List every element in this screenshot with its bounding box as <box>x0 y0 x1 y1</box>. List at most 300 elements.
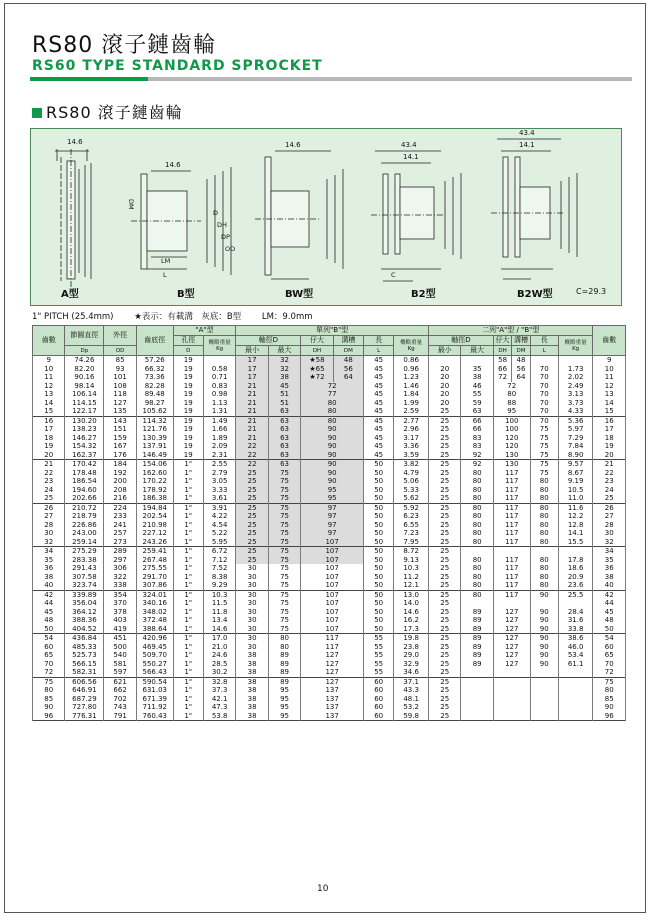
table-cell: 18 <box>33 434 65 443</box>
table-cell: 127 <box>301 660 364 669</box>
table-cell: 25 <box>428 564 460 573</box>
table-cell: 127 <box>301 651 364 660</box>
table-cell: 6.23 <box>394 512 429 521</box>
table-cell: 291.70 <box>136 573 173 582</box>
table-cell: 75 <box>530 425 558 434</box>
table-cell: 120 <box>493 442 530 451</box>
table-cell: 80 <box>301 399 364 408</box>
table-row <box>33 416 626 425</box>
sym-od: OD <box>104 346 136 356</box>
table-cell: 45 <box>364 416 394 425</box>
table-cell-teeth-right: 16 <box>593 416 626 425</box>
table-cell: 1" <box>173 547 203 556</box>
table-cell: 75 <box>268 616 300 625</box>
mark-note: ★表示：有載溝 灰底：B型 <box>134 312 242 322</box>
table-cell: 135 <box>104 407 136 416</box>
table-cell <box>530 547 558 556</box>
table-cell: 82.20 <box>65 365 104 374</box>
c-dimension-note: C=29.3 <box>576 287 607 296</box>
table-cell: 38 <box>33 573 65 582</box>
table-cell-teeth-right: 72 <box>593 668 626 677</box>
table-cell: 63 <box>268 416 300 425</box>
table-cell: 11.5 <box>203 599 235 608</box>
table-cell: 95 <box>493 407 530 416</box>
table-cell: 25 <box>428 538 460 547</box>
table-cell: 14.6 <box>203 625 235 634</box>
page-title: RS80 滾子鏈齒輪 <box>32 33 217 58</box>
table-cell: 25 <box>428 407 460 416</box>
table-cell: 3.61 <box>203 494 235 503</box>
table-cell: 25 <box>428 416 460 425</box>
table-cell: 1" <box>173 616 203 625</box>
table-cell: 38 <box>236 712 268 721</box>
table-cell: 226.86 <box>65 521 104 530</box>
table-cell: 80 <box>301 416 364 425</box>
table-cell <box>530 686 558 695</box>
table-cell: 8.38 <box>203 573 235 582</box>
table-row <box>33 460 626 469</box>
table-cell: 58 <box>493 356 511 365</box>
table-cell: 19 <box>173 407 203 416</box>
table-cell: 80 <box>530 529 558 538</box>
table-cell: 80 <box>268 643 300 652</box>
table-cell: 20.9 <box>558 573 593 582</box>
table-cell: 7.52 <box>203 564 235 573</box>
table-cell: 5.92 <box>394 503 429 512</box>
table-cell: 19 <box>173 442 203 451</box>
table-cell: 1" <box>173 503 203 512</box>
table-cell: 25 <box>428 469 460 478</box>
table-cell: 192 <box>104 469 136 478</box>
table-cell: 80 <box>530 477 558 486</box>
table-cell: 65 <box>33 651 65 660</box>
table-cell: 32 <box>268 365 300 374</box>
table-cell: 48 <box>512 356 530 365</box>
table-cell: 85 <box>104 356 136 365</box>
dim-letter-l: L <box>163 271 167 279</box>
table-cell: 1" <box>173 660 203 669</box>
table-cell: 45 <box>364 407 394 416</box>
table-cell: 485.33 <box>65 643 104 652</box>
table-cell: 2.96 <box>394 425 429 434</box>
table-cell-teeth-right: 12 <box>593 382 626 391</box>
table-cell: 48.1 <box>394 695 429 704</box>
table-cell: 80 <box>461 521 493 530</box>
table-cell: 45 <box>33 608 65 617</box>
table-cell: 75 <box>268 503 300 512</box>
table-cell: 80 <box>461 486 493 495</box>
table-cell: 54 <box>33 634 65 643</box>
table-cell: 194.60 <box>65 486 104 495</box>
table-cell: 45 <box>364 425 394 434</box>
table-cell: 3.36 <box>394 442 429 451</box>
table-cell: ★58 <box>301 356 333 365</box>
table-cell: 566.43 <box>136 668 173 677</box>
table-cell: 159 <box>104 434 136 443</box>
table-cell: 90 <box>301 451 364 460</box>
title-rule-accent <box>30 77 148 81</box>
table-cell <box>558 677 593 686</box>
table-cell: 53.4 <box>558 651 593 660</box>
table-cell: 50 <box>364 616 394 625</box>
table-cell: 25 <box>428 634 460 643</box>
table-cell: 80 <box>33 686 65 695</box>
table-cell: 45 <box>364 365 394 374</box>
col-len-single: 長 <box>364 336 394 346</box>
table-cell: 42.1 <box>203 695 235 704</box>
table-cell: 257 <box>104 529 136 538</box>
col-od: 外徑 <box>104 326 136 346</box>
drawing-bw <box>255 151 343 279</box>
table-cell: 61.1 <box>558 660 593 669</box>
table-cell <box>530 599 558 608</box>
table-cell: 75 <box>268 564 300 573</box>
table-cell: 72 <box>301 382 364 391</box>
table-cell: 101 <box>104 373 136 382</box>
col-groove-double: 溝槽 <box>512 336 530 346</box>
table-row <box>33 365 626 374</box>
table-cell: 25 <box>236 547 268 556</box>
table-cell <box>530 677 558 686</box>
col-bore-range-single: 軸徑D <box>236 336 301 346</box>
table-cell: 127 <box>301 677 364 686</box>
table-cell: 130 <box>493 460 530 469</box>
table-cell: 5.95 <box>203 538 235 547</box>
table-cell-teeth-right: 60 <box>593 643 626 652</box>
table-cell: 12.8 <box>558 521 593 530</box>
col-min-double: 最小 <box>428 346 460 356</box>
table-row <box>33 399 626 408</box>
table-cell: 127 <box>493 651 530 660</box>
page-subtitle: RS60 TYPE STANDARD SPROCKET <box>32 58 323 74</box>
table-cell-teeth-right: 44 <box>593 599 626 608</box>
table-cell: 25 <box>428 573 460 582</box>
table-row <box>33 442 626 451</box>
sym-dp: Dp <box>65 346 104 356</box>
table-cell: 687.29 <box>65 695 104 704</box>
table-cell: 776.31 <box>65 712 104 721</box>
table-cell <box>530 668 558 677</box>
table-cell: 75 <box>268 625 300 634</box>
table-cell: 64 <box>333 373 363 382</box>
table-cell: 17 <box>236 356 268 365</box>
table-row <box>33 677 626 686</box>
table-cell: 17.8 <box>558 556 593 565</box>
table-cell: 3.73 <box>558 399 593 408</box>
table-cell: 20 <box>428 373 460 382</box>
table-cell-teeth-right: 35 <box>593 556 626 565</box>
table-cell: 38 <box>236 660 268 669</box>
table-cell: 25 <box>236 503 268 512</box>
table-cell: 1" <box>173 460 203 469</box>
table-cell: 1" <box>173 599 203 608</box>
table-cell: 137 <box>301 695 364 704</box>
table-cell: 702 <box>104 695 136 704</box>
table-cell: 30 <box>236 625 268 634</box>
weight-single-unit: Kg <box>407 345 415 352</box>
table-cell: 21 <box>236 390 268 399</box>
table-cell: 9.57 <box>558 460 593 469</box>
table-cell: 50 <box>364 486 394 495</box>
table-cell: 25 <box>428 460 460 469</box>
sprocket-drawings <box>31 129 623 307</box>
table-cell: 8.90 <box>558 451 593 460</box>
table-cell: 50 <box>364 503 394 512</box>
table-cell: 566.15 <box>65 660 104 669</box>
table-cell-teeth-right: 85 <box>593 695 626 704</box>
table-row <box>33 599 626 608</box>
dim-b-width: 14.6 <box>165 161 181 169</box>
col-weight-a <box>203 336 235 356</box>
sprocket-spec-table <box>32 325 626 721</box>
table-cell: 59 <box>461 399 493 408</box>
table-cell: 18.6 <box>558 564 593 573</box>
col-bore-range-double: 軸徑D <box>428 336 493 346</box>
table-cell: 14 <box>33 399 65 408</box>
table-cell: 1" <box>173 512 203 521</box>
table-cell <box>461 695 493 704</box>
table-cell: 0.83 <box>203 382 235 391</box>
table-cell: 130.20 <box>65 416 104 425</box>
table-cell: 259.14 <box>65 538 104 547</box>
table-cell-teeth-right: 25 <box>593 494 626 503</box>
table-cell: 20 <box>33 451 65 460</box>
table-cell <box>461 547 493 556</box>
table-cell: 38 <box>236 651 268 660</box>
table-cell: 1" <box>173 712 203 721</box>
table-cell-teeth-right: 24 <box>593 486 626 495</box>
table-cell: 7.23 <box>394 529 429 538</box>
table-row <box>33 590 626 599</box>
table-cell: 32 <box>33 538 65 547</box>
table-cell: 89 <box>461 625 493 634</box>
table-cell: 146.49 <box>136 451 173 460</box>
table-cell: 26 <box>33 503 65 512</box>
table-cell: 30 <box>236 608 268 617</box>
table-cell: 8.72 <box>394 547 429 556</box>
table-cell: 6.72 <box>203 547 235 556</box>
table-cell: 64 <box>512 373 530 382</box>
table-cell: 178.92 <box>136 486 173 495</box>
table-cell: 1" <box>173 695 203 704</box>
table-cell: 53.2 <box>394 703 429 712</box>
sym-l-single: L <box>364 346 394 356</box>
table-cell: 27 <box>33 512 65 521</box>
table-cell: 55 <box>364 634 394 643</box>
table-row <box>33 668 626 677</box>
col-teeth-right: 齒數 <box>593 326 626 356</box>
table-cell: 38.6 <box>558 634 593 643</box>
table-cell: 80 <box>530 494 558 503</box>
table-cell: 72 <box>493 382 530 391</box>
dim-letter-od: OD <box>225 245 236 253</box>
table-cell: 21 <box>236 416 268 425</box>
table-cell-teeth-right: 17 <box>593 425 626 434</box>
table-cell: 151 <box>104 425 136 434</box>
dim-b2w-width: 14.1 <box>519 141 535 149</box>
table-cell: 80 <box>301 407 364 416</box>
table-cell: 107 <box>301 547 364 556</box>
table-cell: 50 <box>364 512 394 521</box>
table-cell: 176 <box>104 451 136 460</box>
table-cell: 6.55 <box>394 521 429 530</box>
table-cell: 202.54 <box>136 512 173 521</box>
table-cell: 1.23 <box>394 373 429 382</box>
col-max-double: 最大 <box>461 346 493 356</box>
table-cell: 25 <box>236 529 268 538</box>
table-cell: 17 <box>236 365 268 374</box>
table-cell: 354 <box>104 590 136 599</box>
table-cell: 25 <box>236 521 268 530</box>
table-cell: 107 <box>301 590 364 599</box>
table-header <box>33 326 626 356</box>
table-row <box>33 390 626 399</box>
table-cell: 4.22 <box>203 512 235 521</box>
table-cell: 19 <box>173 451 203 460</box>
table-cell: 1.13 <box>203 399 235 408</box>
table-cell: 127 <box>493 616 530 625</box>
table-cell: 186.38 <box>136 494 173 503</box>
table-cell: 45 <box>364 399 394 408</box>
table-cell: 243.00 <box>65 529 104 538</box>
table-cell: 90 <box>301 434 364 443</box>
table-cell: 75 <box>268 486 300 495</box>
table-cell: 33.8 <box>558 625 593 634</box>
table-cell: 89 <box>461 643 493 652</box>
table-body <box>33 356 626 721</box>
table-cell-teeth-right: 23 <box>593 477 626 486</box>
drawing-b2 <box>371 151 461 281</box>
sym-l-double: L <box>530 346 558 356</box>
weight-a-label: 概略重量 <box>208 339 231 346</box>
table-cell: 170.22 <box>136 477 173 486</box>
table-cell: 75 <box>268 590 300 599</box>
col-len-double: 長 <box>530 336 558 346</box>
table-cell: 356.04 <box>65 599 104 608</box>
table-cell: 46.0 <box>558 643 593 652</box>
col-pitch-dia: 節圓直徑 <box>65 326 104 346</box>
table-cell-teeth-right: 18 <box>593 434 626 443</box>
table-cell <box>558 547 593 556</box>
table-cell: 48 <box>33 616 65 625</box>
table-cell: 55 <box>364 668 394 677</box>
col-root: 齒底徑 <box>136 326 173 356</box>
table-cell: 19 <box>173 356 203 365</box>
table-cell: 38 <box>236 677 268 686</box>
table-cell: 2.59 <box>394 407 429 416</box>
table-cell: 137 <box>301 703 364 712</box>
table-cell-teeth-right: 70 <box>593 660 626 669</box>
table-row <box>33 469 626 478</box>
table-cell: 117 <box>493 529 530 538</box>
table-cell: 122.17 <box>65 407 104 416</box>
table-cell: 66 <box>461 425 493 434</box>
table-cell: 74.26 <box>65 356 104 365</box>
table-cell: 4.54 <box>203 521 235 530</box>
table-cell <box>558 599 593 608</box>
table-cell-teeth-right: 34 <box>593 547 626 556</box>
dim-letter-d: D <box>213 209 219 217</box>
table-cell: 75 <box>33 677 65 686</box>
table-cell: 73.36 <box>136 373 173 382</box>
table-cell: 21 <box>33 460 65 469</box>
table-cell: 7.12 <box>203 556 235 565</box>
table-cell: 50 <box>364 494 394 503</box>
table-cell: 90 <box>301 442 364 451</box>
table-cell: 0.96 <box>394 365 429 374</box>
table-cell: 218.79 <box>65 512 104 521</box>
table-cell: 80 <box>530 503 558 512</box>
table-cell: 83 <box>461 434 493 443</box>
table-cell: 25 <box>428 660 460 669</box>
table-cell-teeth-right: 75 <box>593 677 626 686</box>
dim-letter-dp: DP <box>221 233 230 241</box>
table-cell: 117 <box>493 564 530 573</box>
table-cell: 1" <box>173 529 203 538</box>
table-cell: 25 <box>428 608 460 617</box>
table-cell: 30.2 <box>203 668 235 677</box>
table-cell: 80 <box>461 556 493 565</box>
table-cell: 9 <box>33 356 65 365</box>
table-cell: 19 <box>173 434 203 443</box>
table-cell: 70 <box>530 399 558 408</box>
table-cell: 63 <box>268 407 300 416</box>
table-cell: 7.95 <box>394 538 429 547</box>
table-cell: 24.6 <box>203 651 235 660</box>
table-cell: 59.8 <box>394 712 429 721</box>
table-cell: 1.89 <box>203 434 235 443</box>
table-cell: 1.31 <box>203 407 235 416</box>
table-cell: 45 <box>364 356 394 365</box>
table-cell: 75 <box>268 538 300 547</box>
table-cell: 90 <box>301 460 364 469</box>
table-cell: 662 <box>104 686 136 695</box>
table-cell-teeth-right: 36 <box>593 564 626 573</box>
table-cell-teeth-right: 28 <box>593 521 626 530</box>
table-cell: 63 <box>268 460 300 469</box>
table-cell <box>461 356 493 365</box>
table-cell: 35 <box>461 365 493 374</box>
table-cell: 29.0 <box>394 651 429 660</box>
table-cell: 32.9 <box>394 660 429 669</box>
table-cell: 55 <box>364 643 394 652</box>
table-cell-teeth-right: 27 <box>593 512 626 521</box>
table-cell: 60 <box>364 712 394 721</box>
table-row <box>33 494 626 503</box>
table-cell: 19.8 <box>394 634 429 643</box>
table-cell: 50 <box>364 581 394 590</box>
table-cell: 72 <box>33 668 65 677</box>
table-cell: 3.59 <box>394 451 429 460</box>
table-cell: 38 <box>461 373 493 382</box>
table-cell <box>558 668 593 677</box>
section-heading <box>32 100 183 123</box>
table-row <box>33 425 626 434</box>
table-cell-teeth-right: 45 <box>593 608 626 617</box>
table-cell: 17.3 <box>394 625 429 634</box>
table-cell: 451 <box>104 634 136 643</box>
table-cell <box>461 599 493 608</box>
table-cell: 597 <box>104 668 136 677</box>
table-cell: 38 <box>268 373 300 382</box>
table-cell: 1" <box>173 686 203 695</box>
dim-letter-dh: DH <box>217 221 227 229</box>
table-cell: 127 <box>104 399 136 408</box>
table-cell: 227.12 <box>136 529 173 538</box>
table-row <box>33 512 626 521</box>
table-cell: 243.26 <box>136 538 173 547</box>
table-row <box>33 556 626 565</box>
